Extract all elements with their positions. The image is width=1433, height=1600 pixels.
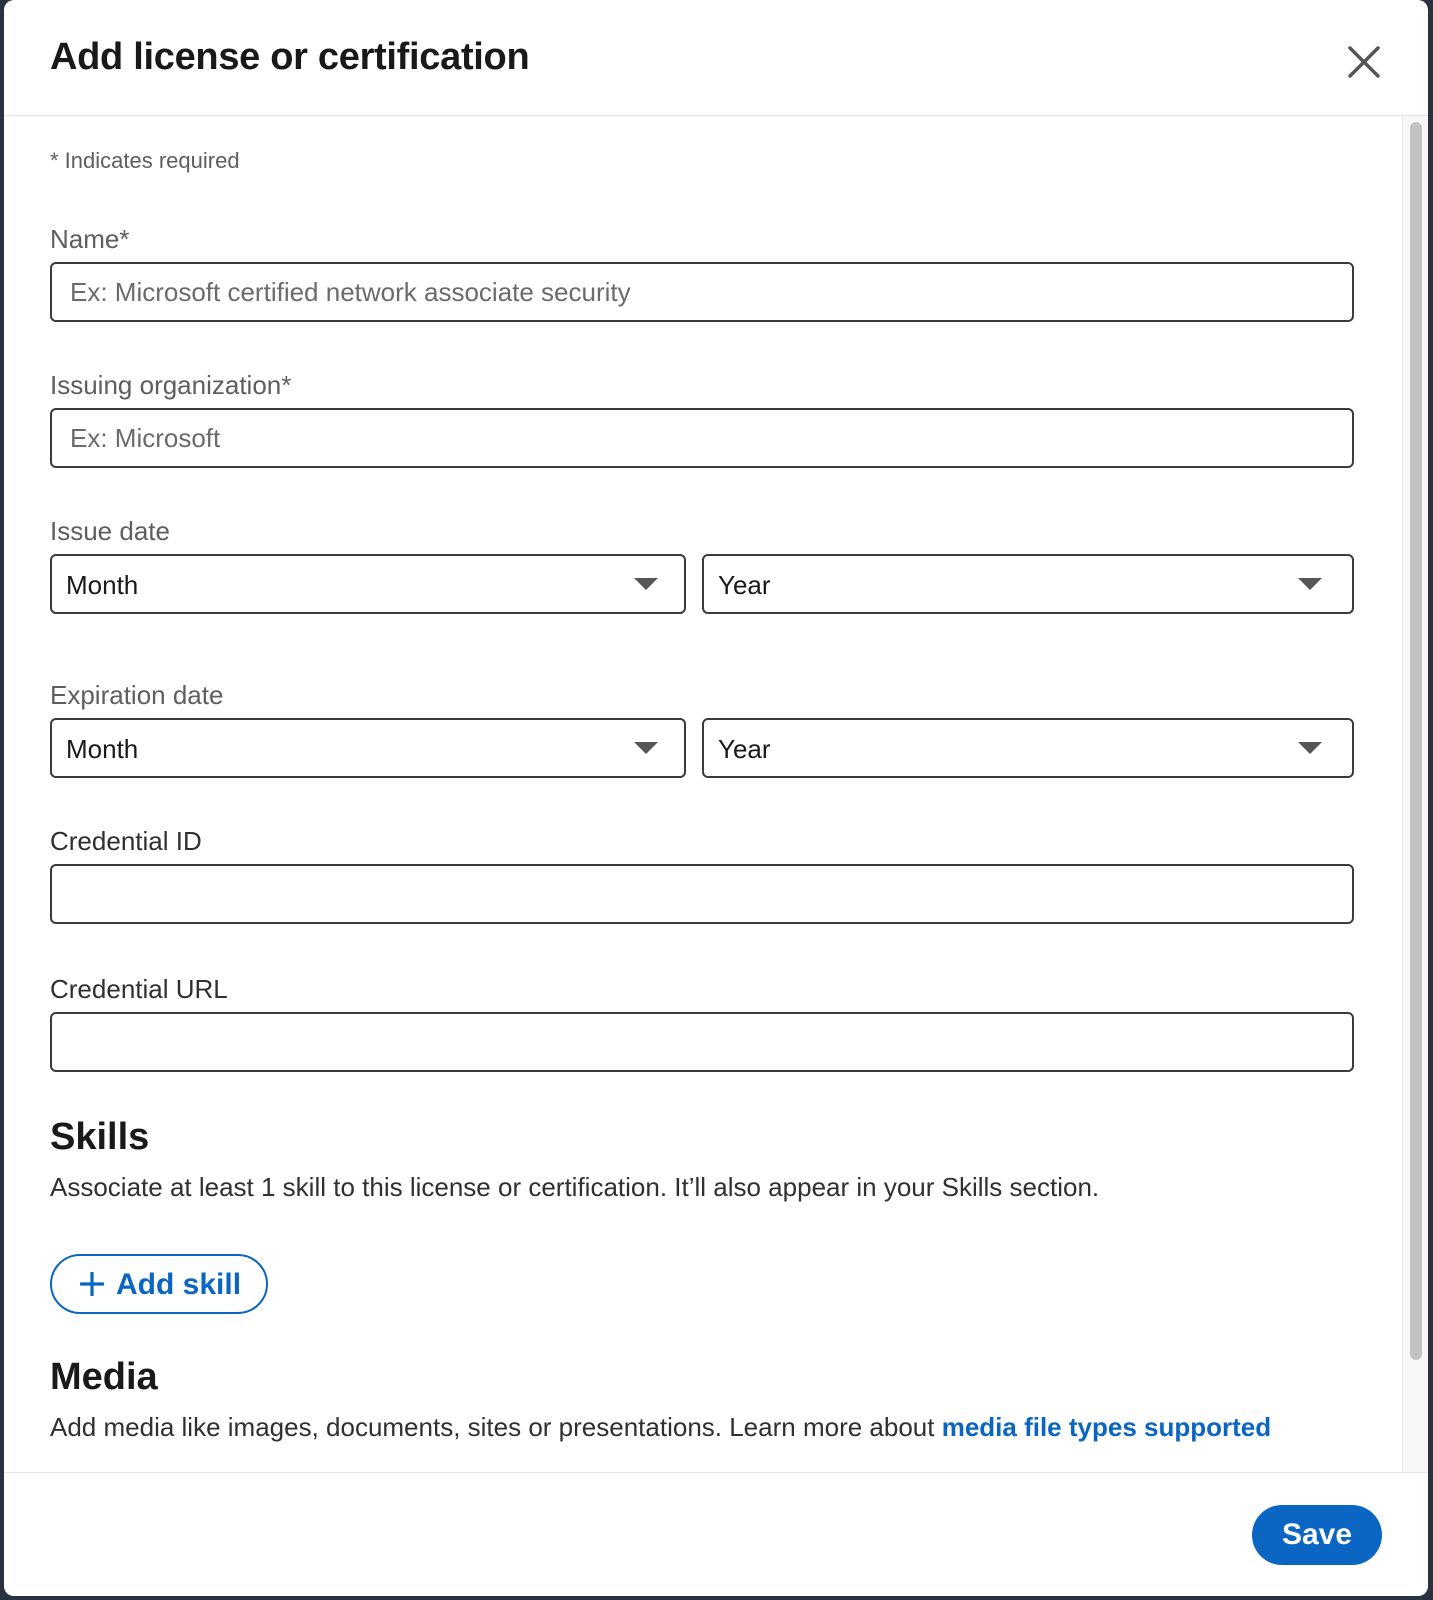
expiration-month-value: Month: [66, 734, 139, 764]
expiration-year-value: Year: [718, 734, 771, 764]
scrollbar[interactable]: [1402, 116, 1428, 1472]
caret-down-icon: [634, 742, 658, 754]
close-icon: [1342, 40, 1386, 84]
credential-url-label: Credential URL: [50, 974, 228, 1004]
dialog-body[interactable]: [4, 116, 1428, 1472]
dialog-title: Add license or certification: [50, 36, 530, 78]
issue-date-label: Issue date: [50, 516, 170, 546]
caret-down-icon: [1298, 578, 1322, 590]
dialog-footer: [4, 1472, 1428, 1596]
scrollbar-thumb[interactable]: [1410, 122, 1422, 1360]
media-description-text: Add media like images, documents, sites or presentations. Learn more about: [50, 1412, 942, 1442]
media-heading: Media: [50, 1356, 158, 1398]
save-button[interactable]: Save: [1252, 1505, 1382, 1565]
caret-down-icon: [634, 578, 658, 590]
expiration-month-select[interactable]: [50, 718, 686, 778]
close-button[interactable]: [1342, 40, 1386, 84]
issuing-org-input[interactable]: [50, 408, 1354, 468]
add-skill-button[interactable]: [50, 1254, 268, 1314]
credential-url-input[interactable]: [50, 1012, 1354, 1072]
media-file-types-link[interactable]: media file types supported: [941, 1412, 1272, 1442]
credential-id-label: Credential ID: [50, 826, 202, 856]
add-license-dialog: [4, 0, 1428, 1596]
required-note: * Indicates required: [50, 148, 240, 173]
dialog-header: [4, 0, 1428, 116]
add-skill-label: Add skill: [116, 1268, 242, 1301]
media-description: [50, 1412, 1271, 1443]
caret-down-icon: [1298, 742, 1322, 754]
expiration-date-label: Expiration date: [50, 680, 224, 710]
issue-year-value: Year: [718, 570, 771, 600]
skills-heading: Skills: [50, 1116, 150, 1158]
name-label: Name*: [50, 224, 130, 254]
expiration-year-select[interactable]: [702, 718, 1354, 778]
issue-month-value: Month: [66, 570, 139, 600]
issuing-org-label: Issuing organization*: [50, 370, 292, 400]
credential-id-input[interactable]: [50, 864, 1354, 924]
skills-description: Associate at least 1 skill to this license or certification. It’ll also appear in your Skills section.: [50, 1172, 1100, 1202]
plus-icon: [80, 1272, 104, 1296]
name-input[interactable]: [50, 262, 1354, 322]
issue-month-select[interactable]: [50, 554, 686, 614]
issue-year-select[interactable]: [702, 554, 1354, 614]
